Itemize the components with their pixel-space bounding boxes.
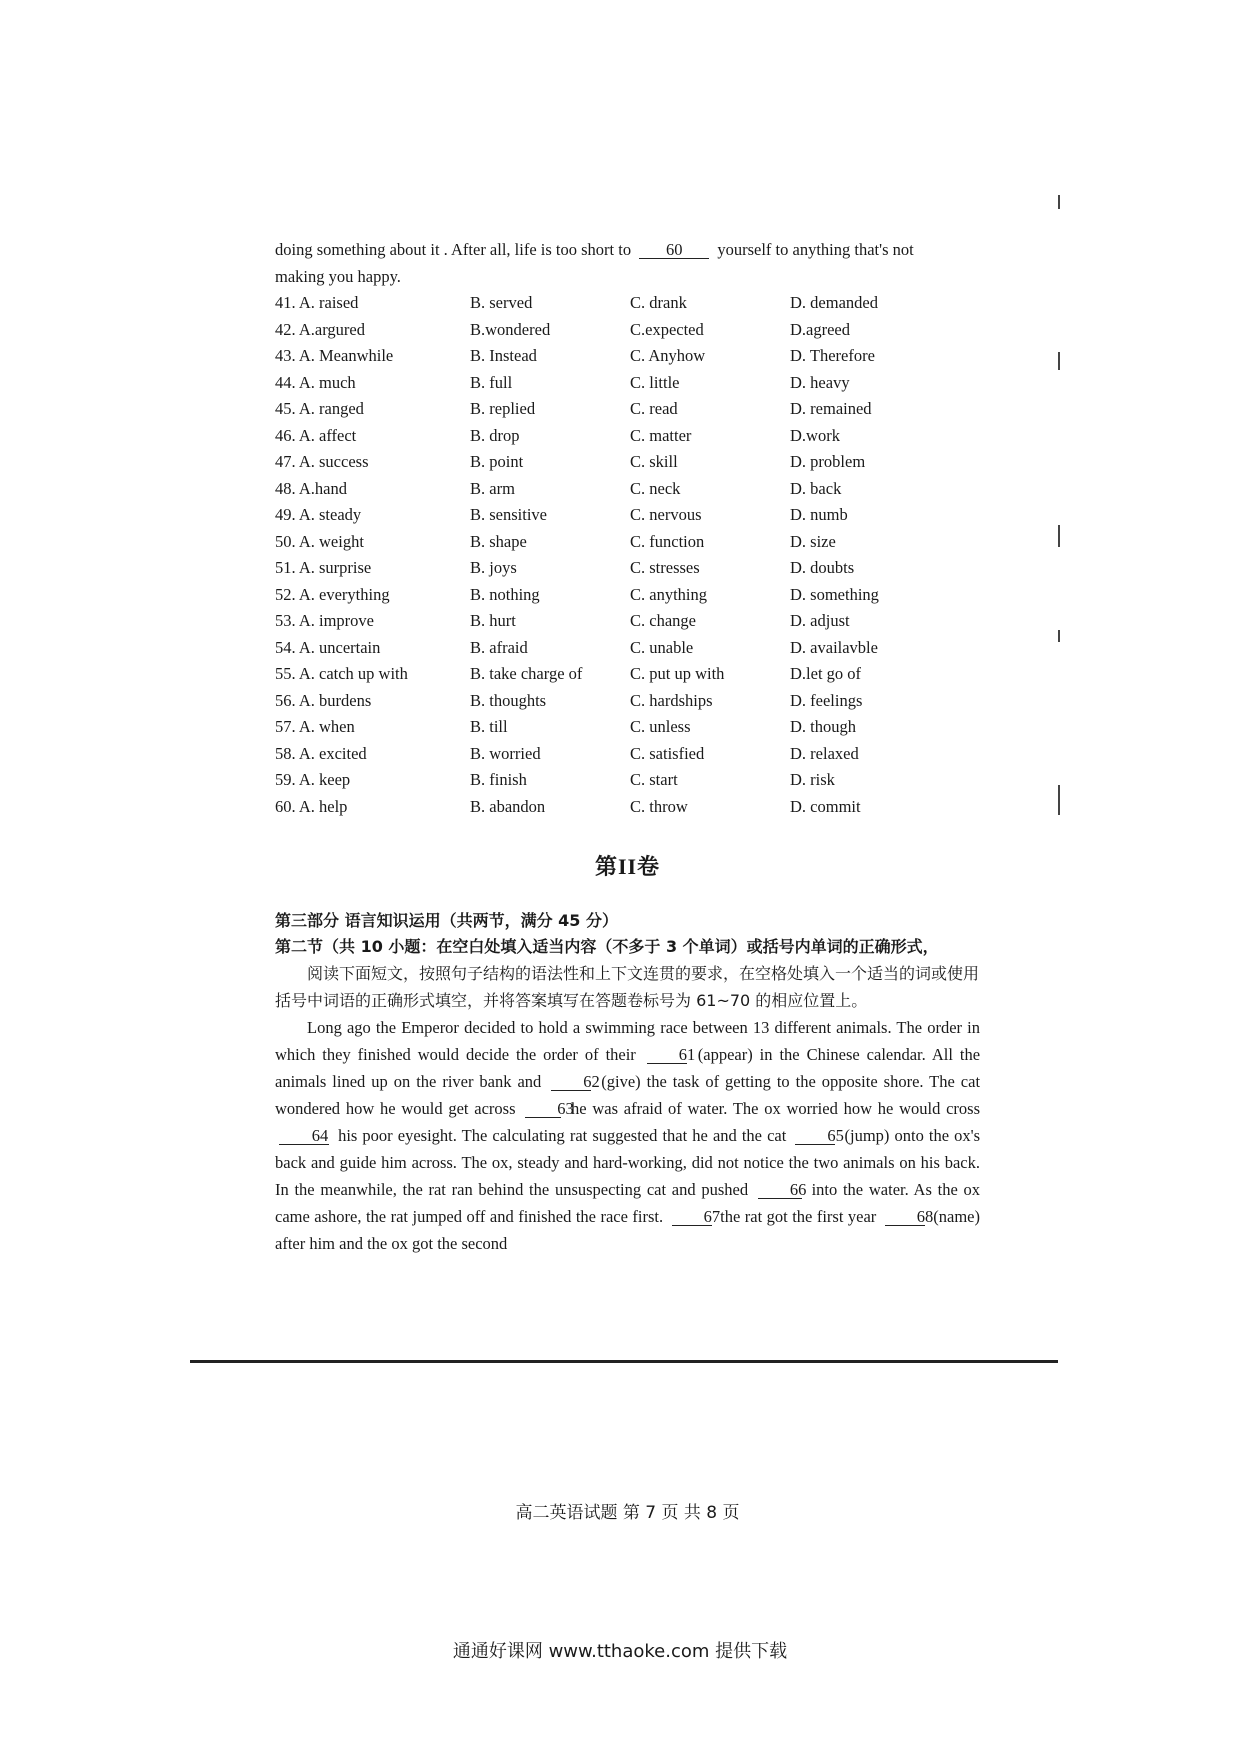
- option-row: [275, 529, 980, 556]
- exam-content: [275, 236, 981, 1523]
- scan-edge-mark: [1058, 352, 1060, 370]
- option-b: B. replied: [470, 399, 536, 418]
- option-b: B. shape: [470, 531, 527, 551]
- option-a: 59. A. keep: [275, 770, 351, 789]
- text-fragment: yourself to anything that's not: [717, 240, 914, 259]
- option-d: D. demanded: [790, 293, 878, 312]
- option-a: 44. A. much: [275, 372, 356, 392]
- section-instruction: 第二节（共 10 小题：在空白处填入适当内容（不多于 3 个单词）或括号内单词的正确形式，: [275, 937, 939, 956]
- continued-passage-line: [275, 236, 980, 263]
- option-c: C. unless: [630, 717, 691, 736]
- passage-paragraph: [275, 1014, 980, 1257]
- option-b: B. point: [470, 452, 524, 471]
- option-b: B. finish: [470, 770, 527, 789]
- option-c: C. stresses: [630, 558, 700, 577]
- option-c: C. function: [630, 531, 705, 551]
- option-row: [275, 688, 980, 715]
- option-a: 41. A. raised: [275, 293, 359, 312]
- blank-67: 67: [672, 1208, 712, 1226]
- option-a: 47. A. success: [275, 452, 369, 471]
- option-d: D. size: [790, 531, 836, 551]
- option-d: D. availavble: [790, 637, 878, 657]
- option-row: [275, 608, 980, 635]
- option-a: 53. A. improve: [275, 611, 374, 630]
- option-d: D. back: [790, 478, 842, 498]
- option-a: 52. A. everything: [275, 584, 390, 604]
- option-d: D.let go of: [790, 664, 862, 683]
- blank-64: 64: [279, 1127, 329, 1145]
- blank-60: 60: [639, 241, 709, 259]
- option-c: C. matter: [630, 425, 692, 445]
- option-d: D. relaxed: [790, 743, 859, 763]
- text-fragment: doing something about it . After all, life is too short to: [275, 240, 632, 259]
- option-a: 48. A.hand: [275, 478, 347, 498]
- option-c: C. skill: [630, 452, 678, 471]
- blank-66: 66: [758, 1181, 802, 1199]
- scan-edge-mark: [1058, 630, 1060, 642]
- option-d: D.work: [790, 425, 840, 445]
- option-b: B. joys: [470, 558, 517, 577]
- blank-62: 62: [551, 1073, 591, 1091]
- option-b: B.wondered: [470, 319, 551, 339]
- option-d: D. doubts: [790, 558, 855, 577]
- option-b: B. arm: [470, 478, 515, 498]
- option-a: 51. A. surprise: [275, 558, 372, 577]
- option-row: [275, 714, 980, 741]
- option-b: B. drop: [470, 425, 520, 445]
- option-c: C. little: [630, 372, 680, 392]
- option-d: D. commit: [790, 796, 861, 816]
- option-a: 49. A. steady: [275, 505, 362, 524]
- option-d: D. risk: [790, 770, 835, 789]
- passage-text: into the water. As the ox came ashore, the rat jumped off and finished the race first.: [275, 1180, 980, 1226]
- option-row: [275, 582, 980, 609]
- option-row: [275, 423, 980, 450]
- blank-63: 63: [525, 1100, 561, 1118]
- option-a: 56. A. burdens: [275, 690, 372, 710]
- option-b: B. abandon: [470, 796, 546, 816]
- download-credit: 通通好课网 www.tthaoke.com 提供下载: [452, 1641, 788, 1662]
- option-d: D. numb: [790, 505, 848, 524]
- option-b: B. thoughts: [470, 690, 547, 710]
- continued-passage-line: making you happy.: [275, 267, 401, 286]
- option-row: [275, 476, 980, 503]
- option-row: [275, 767, 980, 794]
- scan-edge-mark: [1058, 195, 1060, 209]
- option-d: D. heavy: [790, 372, 850, 392]
- option-row: [275, 555, 980, 582]
- instruction-paragraph: 阅读下面短文，按照句子结构的语法性和上下文连贯的要求，在空格处填入一个适当的词或使用括号中词语的正确形式填空，并将答案填写在答题卷标号为 61~70 的相应位置上。: [275, 964, 980, 1010]
- option-a: 42. A.argured: [275, 319, 365, 339]
- option-b: B. full: [470, 372, 513, 392]
- passage-text: (give) the task of getting to the opposite shore. The cat wondered how he would get across: [275, 1072, 981, 1118]
- option-b: B. afraid: [470, 637, 528, 657]
- section-title: 第II卷: [594, 854, 661, 879]
- option-c: C.expected: [630, 319, 704, 339]
- option-c: C. satisfied: [630, 743, 705, 763]
- option-a: 57. A. when: [275, 717, 355, 736]
- option-d: D. adjust: [790, 611, 850, 630]
- option-a: 60. A. help: [275, 796, 348, 816]
- option-b: B. nothing: [470, 584, 540, 604]
- option-b: B. take charge of: [470, 664, 583, 683]
- option-b: B. sensitive: [470, 505, 547, 524]
- option-row: [275, 370, 980, 397]
- option-c: C. anything: [630, 584, 707, 604]
- option-b: B. till: [470, 717, 508, 736]
- option-b: B. worried: [470, 743, 541, 763]
- option-a: 58. A. excited: [275, 743, 367, 763]
- passage-text: Long ago the Emperor decided to hold a swimming race between 13 different animals. The order in which they finished would decide the order of their: [275, 1018, 980, 1064]
- option-c: C. nervous: [630, 505, 702, 524]
- option-c: C. read: [630, 399, 678, 418]
- option-c: C. drank: [630, 293, 687, 312]
- option-row: [275, 317, 980, 344]
- option-a: 54. A. uncertain: [275, 637, 381, 657]
- options-list: [275, 290, 980, 820]
- option-c: C. put up with: [630, 664, 725, 683]
- option-c: C. throw: [630, 796, 688, 816]
- option-d: D. feelings: [790, 690, 863, 710]
- option-c: C. neck: [630, 478, 681, 498]
- option-d: D. something: [790, 584, 879, 604]
- option-c: C. hardships: [630, 690, 713, 710]
- option-d: D. Therefore: [790, 346, 875, 365]
- option-d: D. remained: [790, 399, 872, 418]
- option-c: C. unable: [630, 637, 694, 657]
- option-a: 50. A. weight: [275, 531, 364, 551]
- scan-edge-mark: [1058, 525, 1060, 547]
- passage-text: the rat got the first year: [720, 1207, 877, 1226]
- option-d: D.agreed: [790, 319, 851, 339]
- option-row: [275, 661, 980, 688]
- option-row: [275, 794, 980, 821]
- option-c: C. Anyhow: [630, 346, 706, 365]
- passage-text: (appear) in the Chinese calendar. All the animals lined up on the river bank and: [275, 1045, 981, 1091]
- option-row: [275, 502, 980, 529]
- option-row: [275, 741, 980, 768]
- part-heading: 第三部分 语言知识运用（共两节，满分 45 分）: [275, 911, 618, 930]
- option-a: 43. A. Meanwhile: [275, 346, 394, 365]
- blank-65: 65: [795, 1127, 835, 1145]
- option-d: D. problem: [790, 452, 866, 471]
- blank-68: 68: [885, 1208, 925, 1226]
- option-row: [275, 635, 980, 662]
- option-a: 45. A. ranged: [275, 399, 364, 418]
- option-d: D. though: [790, 717, 856, 736]
- option-c: C. start: [630, 770, 678, 789]
- option-row: [275, 449, 980, 476]
- blank-61: 61: [647, 1046, 687, 1064]
- option-a: 55. A. catch up with: [275, 664, 408, 683]
- option-c: C. change: [630, 611, 696, 630]
- option-row: [275, 343, 980, 370]
- passage-text: (name) after him and the ox got the second: [275, 1207, 981, 1253]
- passage-text: he was afraid of water. The ox worried how he would cross: [571, 1099, 981, 1118]
- option-a: 46. A. affect: [275, 425, 357, 445]
- option-b: B. hurt: [470, 611, 516, 630]
- passage-text: (jump) onto the ox's back and guide him across. The ox, steady and hard-working, did not notice the two animals on his back. In the meanwhile, the rat ran behind the unsuspecting cat and pushed: [275, 1126, 981, 1199]
- grammar-fill-passage: [275, 1014, 980, 1257]
- option-row: [275, 396, 980, 423]
- scan-edge-mark: [1058, 785, 1060, 815]
- option-b: B. Instead: [470, 346, 537, 365]
- passage-text: his poor eyesight. The calculating rat suggested that he and the cat: [338, 1126, 787, 1145]
- page-footer: 高二英语试题 第 7 页 共 8 页: [515, 1503, 740, 1523]
- option-b: B. served: [470, 293, 533, 312]
- option-row: [275, 290, 980, 317]
